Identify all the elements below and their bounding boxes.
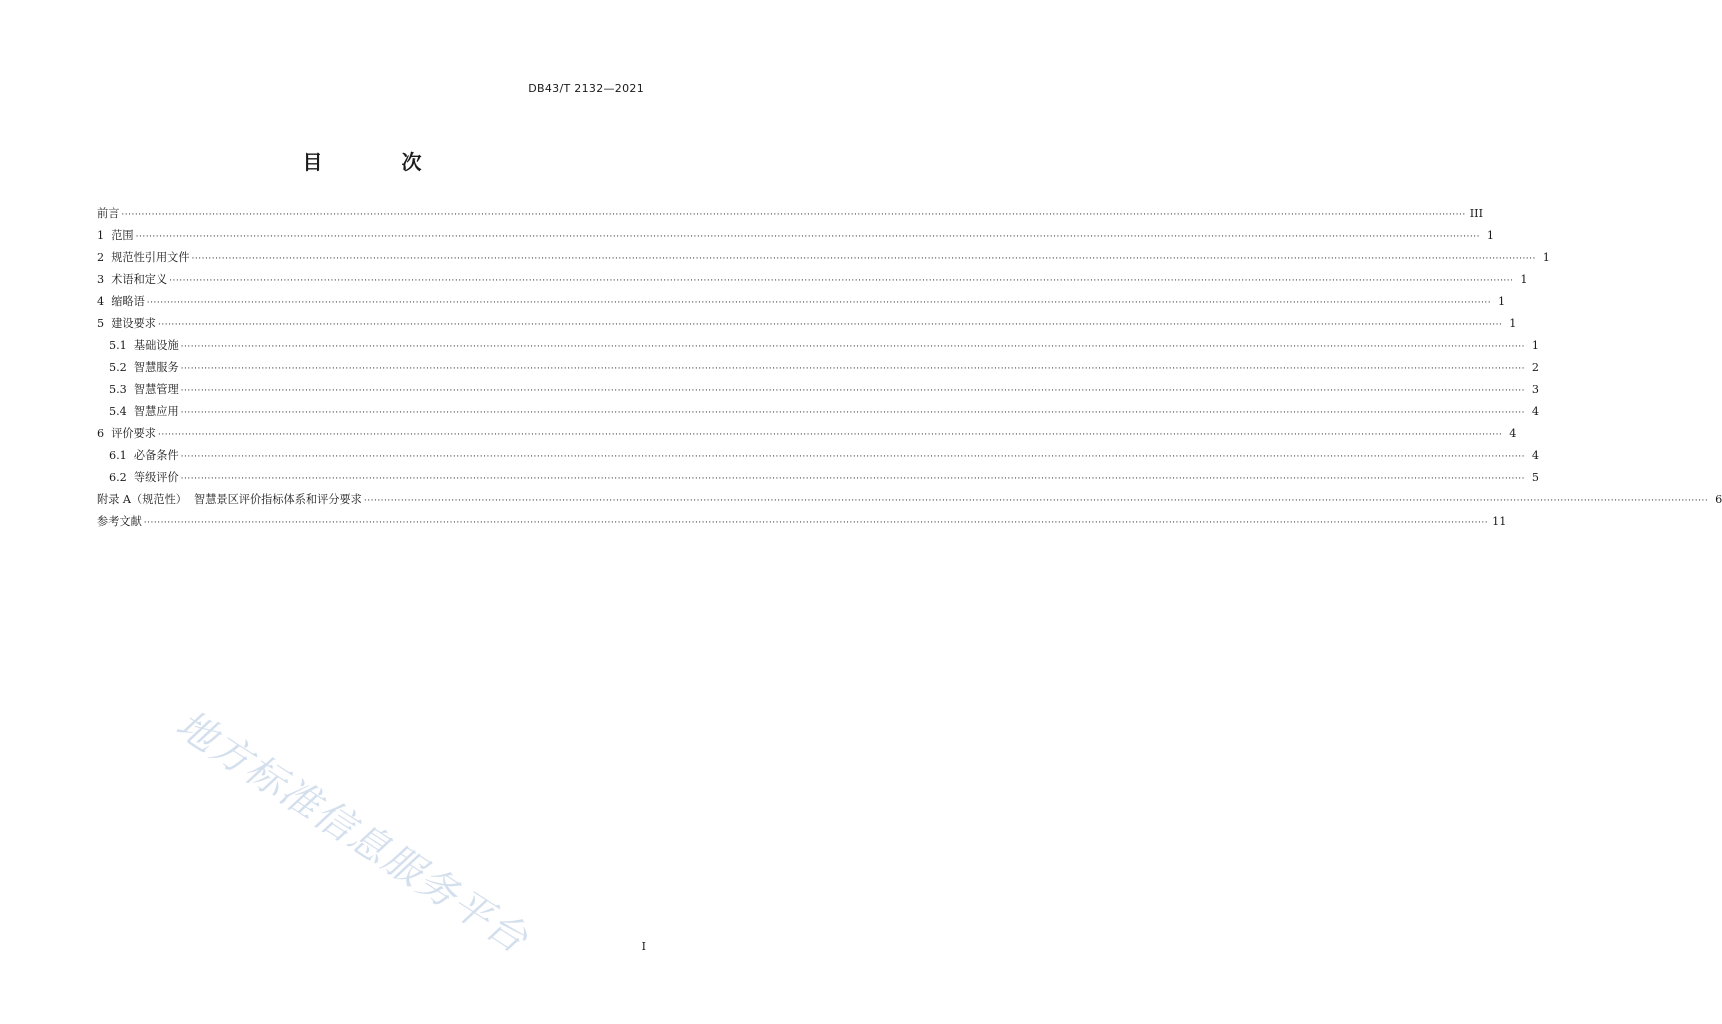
toc-entry-page: 2 bbox=[1531, 361, 1539, 374]
toc-entry[interactable] bbox=[97, 423, 1517, 445]
toc-entry-label: 5.4 智慧应用 bbox=[109, 405, 179, 418]
toc-entry-page: 4 bbox=[1509, 427, 1517, 440]
toc-entry[interactable] bbox=[97, 357, 1539, 379]
toc-entry-page: 5 bbox=[1531, 471, 1539, 484]
toc-entry[interactable] bbox=[97, 379, 1539, 401]
toc-entry-label: 5.3 智慧管理 bbox=[109, 383, 179, 396]
toc-entry-label: 2 规范性引用文件 bbox=[97, 251, 190, 264]
toc-entry-page: 11 bbox=[1492, 515, 1507, 528]
toc-entry-label: 参考文献 bbox=[97, 515, 142, 528]
toc-leader-dots: ················································································································································································································································································································································································································ bbox=[363, 496, 1709, 506]
toc-entry[interactable] bbox=[97, 269, 1528, 291]
toc-entry-label: 5.1 基础设施 bbox=[109, 339, 179, 352]
toc-entry[interactable] bbox=[97, 401, 1539, 423]
toc-leader-dots: ················································································································································································································································································································································································································ bbox=[180, 408, 1525, 418]
toc-entry-page: 3 bbox=[1531, 383, 1539, 396]
toc-entry[interactable] bbox=[97, 445, 1539, 467]
toc-entry-label: 6.1 必备条件 bbox=[109, 449, 179, 462]
toc-entry-page: 1 bbox=[1531, 339, 1539, 352]
toc-entry-label: 4 缩略语 bbox=[97, 295, 145, 308]
toc-entry-page: 1 bbox=[1520, 273, 1528, 286]
toc-entry-label: 5 建设要求 bbox=[97, 317, 156, 330]
toc-entry-label: 5.2 智慧服务 bbox=[109, 361, 179, 374]
toc-leader-dots: ················································································································································································································································································································································································································ bbox=[157, 320, 1503, 330]
toc-title: 目 次 bbox=[302, 150, 458, 174]
toc-entry-page: 6 bbox=[1715, 493, 1722, 506]
toc-entry[interactable] bbox=[97, 467, 1539, 489]
toc-leader-dots: ················································································································································································································································································································································································································ bbox=[180, 342, 1525, 352]
toc-entry-label: 6.2 等级评价 bbox=[109, 471, 179, 484]
toc-entry-page: 1 bbox=[1486, 229, 1494, 242]
toc-leader-dots: ················································································································································································································································································································································································································ bbox=[121, 210, 1466, 220]
toc-leader-dots: ················································································································································································································································································································································································································ bbox=[180, 474, 1525, 484]
toc-entry-label: 3 术语和定义 bbox=[97, 273, 168, 286]
toc-entry-page: 1 bbox=[1509, 317, 1517, 330]
toc-leader-dots: ················································································································································································································································································································································································································ bbox=[157, 430, 1503, 440]
toc-leader-dots: ················································································································································································································································································································································································································ bbox=[191, 254, 1536, 264]
watermark: 地方标准信息服务平台 bbox=[167, 702, 537, 964]
toc-entry-page: 1 bbox=[1542, 251, 1550, 264]
page-number: I bbox=[641, 940, 646, 953]
toc-leader-dots: ················································································································································································································································································································································································································ bbox=[169, 276, 1514, 286]
toc-entry[interactable] bbox=[97, 203, 1483, 225]
toc-leader-dots: ················································································································································································································································································································································································································ bbox=[180, 452, 1525, 462]
toc-entry[interactable] bbox=[97, 291, 1506, 313]
toc-entry[interactable] bbox=[97, 225, 1494, 247]
toc-entry-page: 4 bbox=[1531, 449, 1539, 462]
toc-entry[interactable] bbox=[97, 247, 1550, 269]
toc-leader-dots: ················································································································································································································································································································································································································ bbox=[143, 518, 1489, 528]
toc-entry[interactable] bbox=[97, 489, 1722, 511]
toc-leader-dots: ················································································································································································································································································································································································································ bbox=[180, 364, 1525, 374]
toc-leader-dots: ················································································································································································································································································································································································································ bbox=[180, 386, 1525, 396]
toc-leader-dots: ················································································································································································································································································································································································································ bbox=[146, 298, 1492, 308]
toc-entry-label: 附录 A（规范性） 智慧景区评价指标体系和评分要求 bbox=[97, 493, 362, 506]
toc-entry[interactable] bbox=[97, 335, 1539, 357]
table-of-contents bbox=[97, 203, 1722, 533]
toc-entry[interactable] bbox=[97, 511, 1507, 533]
toc-entry-label: 1 范围 bbox=[97, 229, 134, 242]
document-code: DB43/T 2132—2021 bbox=[528, 82, 644, 95]
toc-leader-dots: ················································································································································································································································································································································································································ bbox=[135, 232, 1480, 242]
toc-entry-label: 前言 bbox=[97, 207, 120, 220]
toc-entry-page: 1 bbox=[1498, 295, 1506, 308]
toc-entry-label: 6 评价要求 bbox=[97, 427, 156, 440]
toc-entry-page: III bbox=[1469, 207, 1483, 220]
toc-entry[interactable] bbox=[97, 313, 1517, 335]
toc-entry-page: 4 bbox=[1531, 405, 1539, 418]
